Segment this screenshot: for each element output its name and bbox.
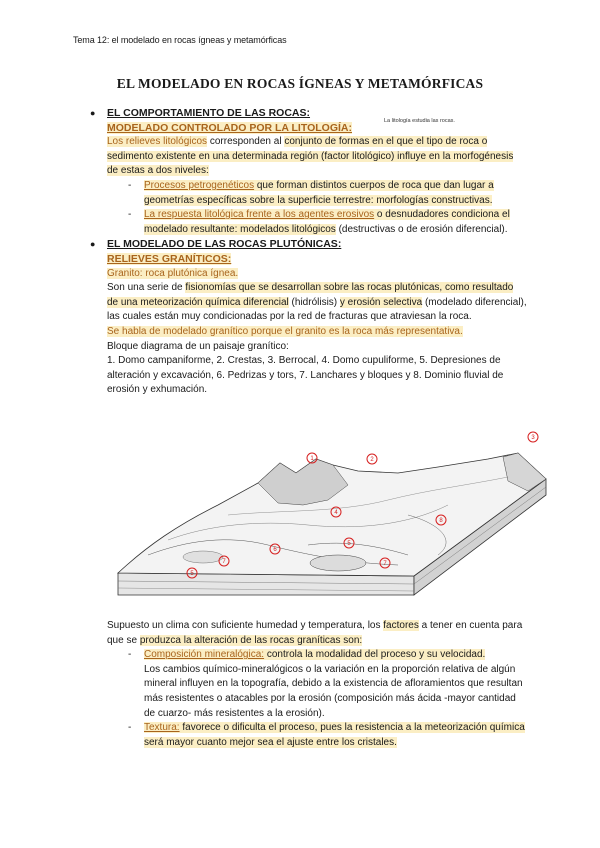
diagram-legend: 1. Domo campaniforme, 2. Crestas, 3. Berrocal, 4. Domo cupuliforme, 5. Depresiones de alteración y excavación, 6. Pedrizas y tors, 7. Lanchares y bloques y 8. Dominio fluvial de erosión y exhumación. — [107, 355, 504, 396]
list-item: - Composición mineralógica: controla la modalidad del proceso y su velocidad. Los cambios químico-mineralógicos o la variación en la proporción relativa de algún mineral influyen en la topografía, debido a la existencia de afloramientos que resultan más resistentes o atacables por la erosión (composición más ácida -mayor cantidad de cuarzo- más resistentes a la erosión). — [128, 649, 523, 719]
marker-label: 7 — [383, 561, 387, 567]
granite-landscape-diagram — [108, 445, 548, 615]
marker-label: 4 — [334, 510, 338, 516]
marker-label: 2 — [370, 457, 374, 463]
marker-3-badge — [526, 430, 540, 444]
marker-label: 7 — [222, 559, 226, 565]
section2-paragraph: Son una serie de fisionomías que se desarrollan sobre las rocas plutónicas, como resultado de una meteorización química diferencial (hidrólisis) y erosión selectiva (modelado diferencial), las cuales están muy condicionadas por la red de fracturas que atraviesan la roca. — [107, 282, 527, 323]
section2-subheading: RELIEVES GRANÍTICOS: — [107, 252, 232, 265]
side-note: La litología estudia las rocas. — [384, 118, 455, 124]
granite-definition: Granito: roca plutónica ígnea. — [107, 267, 239, 279]
lithologic-response-link[interactable]: La respuesta litológica frente a los agentes erosivos — [144, 209, 375, 221]
list-item: - La respuesta litológica frente a los agentes erosivos o desnudadores condiciona el modelado resultante: modelados litológicos (destructivas o de erosión diferencial). — [128, 209, 510, 235]
main-content — [90, 106, 527, 398]
factors-content — [107, 619, 527, 750]
bullet-icon: ● — [90, 108, 96, 118]
list-item: - Textura: favorece o dificulta el proceso, pues la resistencia a la meteorización química será mayor cuanto mejor sea el ajuste entre los cristales. — [128, 722, 525, 748]
factors-paragraph: Supuesto un clima con suficiente humedad y temperatura, los factores a tener en cuenta para que se produzca la alteración de las rocas graníticas son: — [107, 620, 523, 646]
marker-label: 5 — [190, 571, 194, 577]
page-title: EL MODELADO EN ROCAS ÍGNEAS Y METAMÓRFICAS — [116, 76, 484, 91]
section1-subheading: MODELADO CONTROLADO POR LA LITOLOGÍA: — [107, 121, 352, 134]
section1-heading: ● EL COMPORTAMIENTO DE LAS ROCAS: — [90, 107, 311, 119]
list-item: - Procesos petrogenéticos que forman distintos cuerpos de roca que dan lugar a geometrías específicas sobre la superficie terrestre: morfologías constructivas. — [128, 179, 494, 206]
marker-label: 6 — [273, 547, 277, 553]
marker-label: 5 — [347, 541, 351, 547]
granite-representative-note: Se habla de modelado granítico porque el granito es la roca más representativa. — [107, 325, 463, 337]
section2-heading: ● EL MODELADO DE LAS ROCAS PLUTÓNICAS: — [90, 238, 342, 251]
mineral-composition-link[interactable]: Composición mineralógica: — [144, 649, 265, 661]
marker-label: 3 — [531, 435, 535, 441]
section1-paragraph: Los relieves litológicos corresponden al conjunto de formas en el que el tipo de roca o sedimento existente en una determinada región (factor litológico) influye en la morfogénesis de estas a dos niveles: — [107, 136, 514, 177]
bullet-icon: ● — [90, 239, 96, 250]
texture-link[interactable]: Textura: — [144, 722, 180, 734]
marker-label: 8 — [439, 518, 443, 524]
page-header: Tema 12: el modelado en rocas ígneas y metamórficas — [73, 35, 287, 45]
petrogenetic-link[interactable]: Procesos petrogenéticos — [144, 179, 255, 191]
diagram-intro: Bloque diagrama de un paisaje granítico: — [107, 340, 289, 352]
marker-label: 1 — [310, 456, 314, 462]
